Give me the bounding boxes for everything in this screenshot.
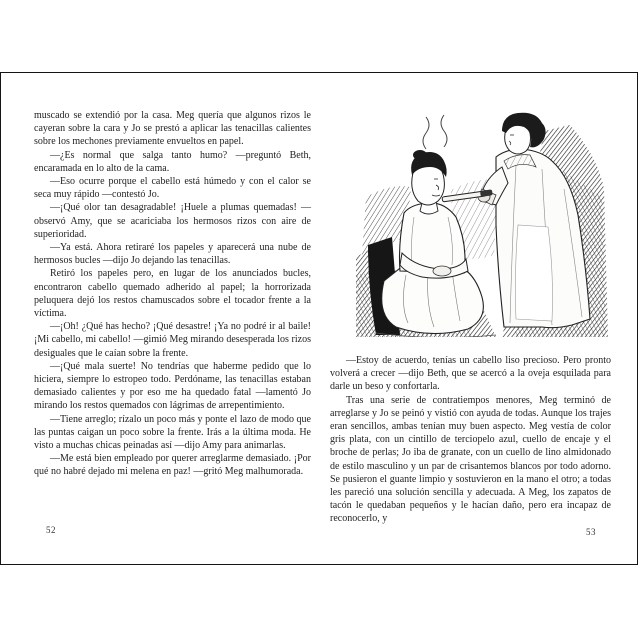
paragraph: —Eso ocurre porque el cabello está húmedo y con el calor se seca muy rápido —contestó Jo. (34, 176, 311, 201)
paragraph: —Estoy de acuerdo, tenías un cabello liso precioso. Pero pronto volverá a crecer —dijo Beth, que se acercó a la oveja esquilada para darle un beso y confortarla. (330, 355, 611, 393)
right-page-number: 53 (586, 527, 596, 537)
paragraph: Retiró los papeles pero, en lugar de los anunciados bucles, encontraron cabello quemado adherido al papel; la horrorizada peluquera dejó los restos chamuscados sobre el tocador frente a la víctima. (34, 268, 311, 320)
paragraph: muscado se extendió por la casa. Meg quería que algunos rizos le cayeran sobre la cara y Jo se prestó a aplicar las tenacillas calientes sobre los mechones previamente envueltos en papel. (34, 110, 311, 148)
paragraph: —Tiene arreglo; rízalo un poco más y ponte el lazo de modo que las puntas caigan un poco sobre la frente. Irás a la última moda. He visto a muchas chicas peinadas así —dijo Amy para animarlas. (34, 413, 311, 452)
page-left (1, 73, 319, 564)
illustration-curling-scene (356, 105, 612, 337)
engraving-illustration (356, 105, 612, 337)
paragraph: Tras una serie de contratiempos menores, Meg terminó de arreglarse y Jo se peinó y vistió con ayuda de todas. Aunque los trajes eran sencillos, ambas tenían muy buen aspecto. Meg vestía de color gris plata, con un cintillo de terciopelo azul, cuello de encaje y el broche de perlas; Jo iba de granate, con un cuello de lino almidonado de estilo masculino y un par de crisantemos blancos por todo adorno. Se pusieron el guante limpio y sostuvieron en la mano el otro; a todas les pareció una solución sencilla y adecuada. A Meg, los zapatos de tacón le quedaban pequeños y le hacían daño, pero era incapaz de reconocerlo, y (330, 394, 611, 525)
paragraph: —Ya está. Ahora retiraré los papeles y aparecerá una nube de hermosos bucles —dijo Jo dejando las tenacillas. (34, 242, 311, 267)
book-spread-frame (0, 72, 638, 565)
page-right (319, 73, 637, 564)
paragraph: —¡Qué olor tan desagradable! ¡Huele a plumas quemadas! —observó Amy, que se acariciaba los hermosos rizos con aire de superioridad. (34, 202, 311, 240)
meg-hair-bun (413, 150, 427, 160)
meg-hands (433, 266, 451, 276)
left-page-number: 52 (46, 525, 56, 535)
paragraph: —¿Es normal que salga tanto humo? —preguntó Beth, encaramada en lo alto de la cama. (34, 149, 311, 174)
jo-apron-panel (515, 225, 552, 321)
paragraph: —¡Qué mala suerte! No tendrías que haberme pedido que lo hiciera, siempre lo estropeo todo. Perdóname, las tenacillas estaban demasiado calientes y por eso me ha quedado fatal —lamentó Jo mirando los restos quemados con lágrimas de arrepentimiento. (34, 360, 311, 412)
paragraph: —¡Oh! ¿Qué has hecho? ¡Qué desastre! ¡Ya no podré ir al baile! ¡Mi cabello, mi cabello! —gimió Meg mirando desesperada los rizos desiguales que le caían sobre la frente. (34, 321, 311, 359)
paragraph: —Me está bien empleado por querer arreglarme demasiado. ¡Por qué no habré dejado mi melena en paz! —gritó Meg malhumorada. (34, 453, 311, 478)
left-text-column (34, 109, 311, 479)
right-text-column (330, 354, 611, 526)
smoke-wisps (423, 115, 447, 149)
